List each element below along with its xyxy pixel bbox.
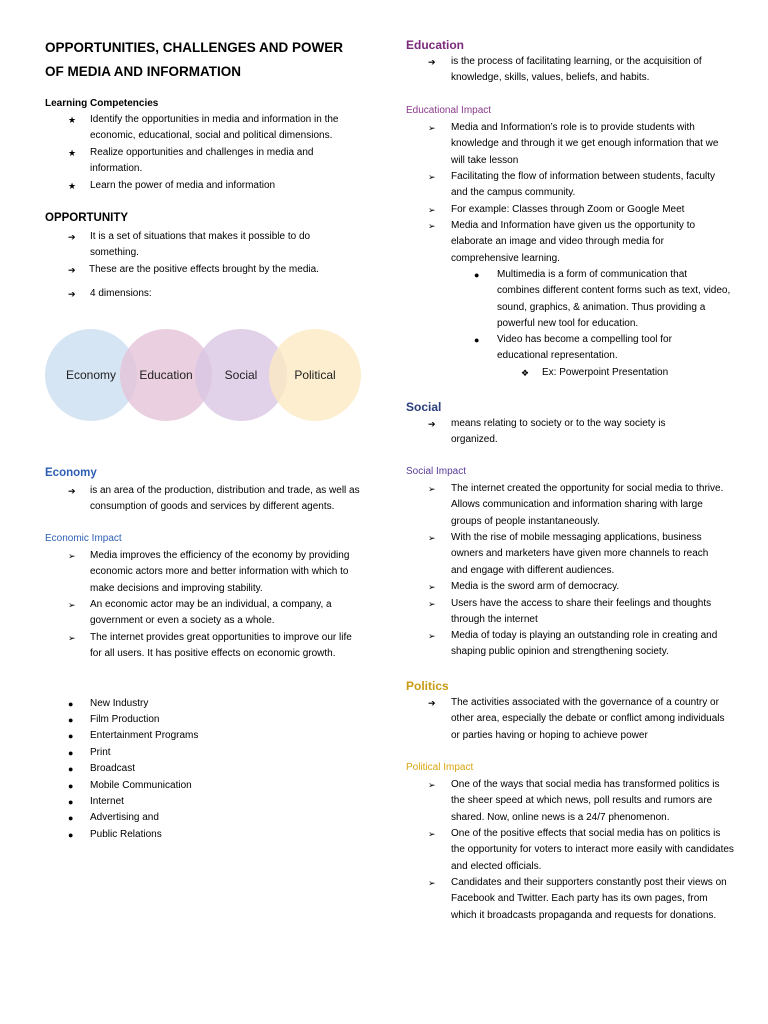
opportunity-heading: OPPORTUNITY [45,212,129,224]
educational-impact-heading: Educational Impact [406,105,492,116]
education-heading: Education [406,38,465,52]
dot-bullet-icon: ● [68,764,74,774]
arrow-bullet-icon: ➔ [68,289,76,299]
list-item: Video has become a compelling tool for educational representation. [497,334,672,362]
dimensions-venn-diagram [43,325,363,425]
list-item: Ex: Powerpoint Presentation [542,367,669,378]
chevron-bullet-icon: ➢ [68,551,76,561]
list-item: These are the positive effects brought by the media. [89,264,319,275]
list-item: Film Production [90,714,160,725]
list-item: is the process of facilitating learning, or the acquisition of knowledge, skills, values, beliefs, and habits. [451,56,702,84]
list-item: 4 dimensions: [90,288,152,299]
list-item: Media and Information have given us the opportunity to elaborate an image and video through media for comprehensive learning. [451,220,696,264]
list-item: With the rise of mobile messaging applications, business owners and marketers have given more channels to reach and engage with different audiences. [451,532,709,576]
dot-bullet-icon: ● [68,715,74,725]
list-item: The internet provides great opportunities to improve our life for all users. It has positive effects on economic growth. [90,632,352,660]
dot-bullet-icon: ● [474,335,480,345]
list-item: Advertising and [90,812,159,823]
diamond-bullet-icon: ❖ [521,368,530,378]
chevron-bullet-icon: ➢ [428,484,436,494]
chevron-bullet-icon: ➢ [428,631,436,641]
page-title: OPPORTUNITIES, CHALLENGES AND POWER OF MEDIA AND INFORMATION [45,40,344,79]
list-item: Media is the sword arm of democracy. [451,581,620,592]
list-item: One of the positive effects that social media has on politics is the opportunity for voters to interact more easily with candidates and elected officials. [451,828,734,872]
arrow-bullet-icon: ➔ [68,232,76,242]
dot-bullet-icon: ● [68,781,74,791]
venn-label-economy: Economy [65,368,117,382]
dot-bullet-icon: ● [68,731,74,741]
list-item: Entertainment Programs [90,730,199,741]
list-item: Media and Information’s role is to provide students with knowledge and through it we get enough information that we will take lesson [451,122,719,166]
list-item: means relating to society or to the way society is organized. [451,418,666,446]
arrow-bullet-icon: ➔ [428,419,436,429]
venn-label-political: Political [294,368,336,382]
arrow-bullet-icon: ➔ [428,57,436,67]
learning-competencies-heading: Learning Competencies [45,98,159,109]
arrow-bullet-icon: ➔ [68,486,76,496]
list-item: Identify the opportunities in media and information in the economic, educational, social and political dimensions. [90,114,339,142]
star-bullet-icon: ★ [68,115,77,125]
chevron-bullet-icon: ➢ [428,829,436,839]
star-bullet-icon: ★ [68,181,77,191]
list-item: Internet [90,796,124,807]
social-heading: Social [406,400,442,414]
chevron-bullet-icon: ➢ [428,172,436,182]
list-item: Facilitating the flow of information between students, faculty and the campus community. [451,171,716,199]
chevron-bullet-icon: ➢ [428,599,436,609]
list-item: Candidates and their supporters constantly post their views on Facebook and Twitter. Each party has its own pages, from which it broadcasts propaganda and requests for donations. [451,877,727,921]
list-item: For example: Classes through Zoom or Google Meet [451,204,685,215]
list-item: New Industry [90,698,149,709]
chevron-bullet-icon: ➢ [68,600,76,610]
dot-bullet-icon: ● [68,813,74,823]
chevron-bullet-icon: ➢ [428,205,436,215]
economic-impact-heading: Economic Impact [45,533,122,544]
list-item: Public Relations [90,829,162,840]
list-item: Users have the access to share their feelings and thoughts through the internet [451,598,712,626]
list-item: Broadcast [90,763,136,774]
list-item: Multimedia is a form of communication that combines different content forms such as text, video, sound, graphics, & animation. Thus providing a powerful new tool for education. [497,269,731,329]
list-item: Learn the power of media and information [90,180,276,191]
chevron-bullet-icon: ➢ [428,780,436,790]
list-item: is an area of the production, distribution and trade, as well as consumption of goods and services by different agents. [90,485,360,513]
chevron-bullet-icon: ➢ [428,878,436,888]
star-bullet-icon: ★ [68,148,77,158]
chevron-bullet-icon: ➢ [428,533,436,543]
dot-bullet-icon: ● [68,748,74,758]
dot-bullet-icon: ● [68,830,74,840]
economy-heading: Economy [45,467,97,479]
list-item: It is a set of situations that makes it possible to do something. [90,231,311,259]
politics-heading: Politics [406,679,449,693]
list-item: The internet created the opportunity for social media to thrive. Allows communication and information sharing with large groups of people instantaneously. [451,483,724,527]
political-impact-heading: Political Impact [406,762,474,773]
dot-bullet-icon: ● [474,270,480,280]
list-item: Media of today is playing an outstanding role in creating and shaping public opinion and strengthening society. [451,630,718,658]
chevron-bullet-icon: ➢ [68,633,76,643]
chevron-bullet-icon: ➢ [428,123,436,133]
list-item: Mobile Communication [90,780,192,791]
dot-bullet-icon: ● [68,699,74,709]
arrow-bullet-icon: ➔ [68,265,76,275]
list-item: Print [90,747,111,758]
chevron-bullet-icon: ➢ [428,221,436,231]
list-item: An economic actor may be an individual, a company, a government or even a society as a whole. [90,599,332,627]
social-impact-heading: Social Impact [406,466,467,477]
list-item: The activities associated with the governance of a country or other area, especially the debate or conflict among individuals or parties having or hoping to achieve power [451,697,725,741]
arrow-bullet-icon: ➔ [428,698,436,708]
dot-bullet-icon: ● [68,797,74,807]
list-item: Media improves the efficiency of the economy by providing economic actors more and better information with which to make decisions and improving stability. [90,550,350,594]
list-item: One of the ways that social media has transformed politics is the sheer speed at which news, poll results and rumors are shared. Now, online news is a 24/7 phenomenon. [451,779,720,823]
list-item: Realize opportunities and challenges in media and information. [90,147,314,175]
venn-label-social: Social [224,368,258,382]
venn-label-education: Education [139,368,193,382]
chevron-bullet-icon: ➢ [428,582,436,592]
